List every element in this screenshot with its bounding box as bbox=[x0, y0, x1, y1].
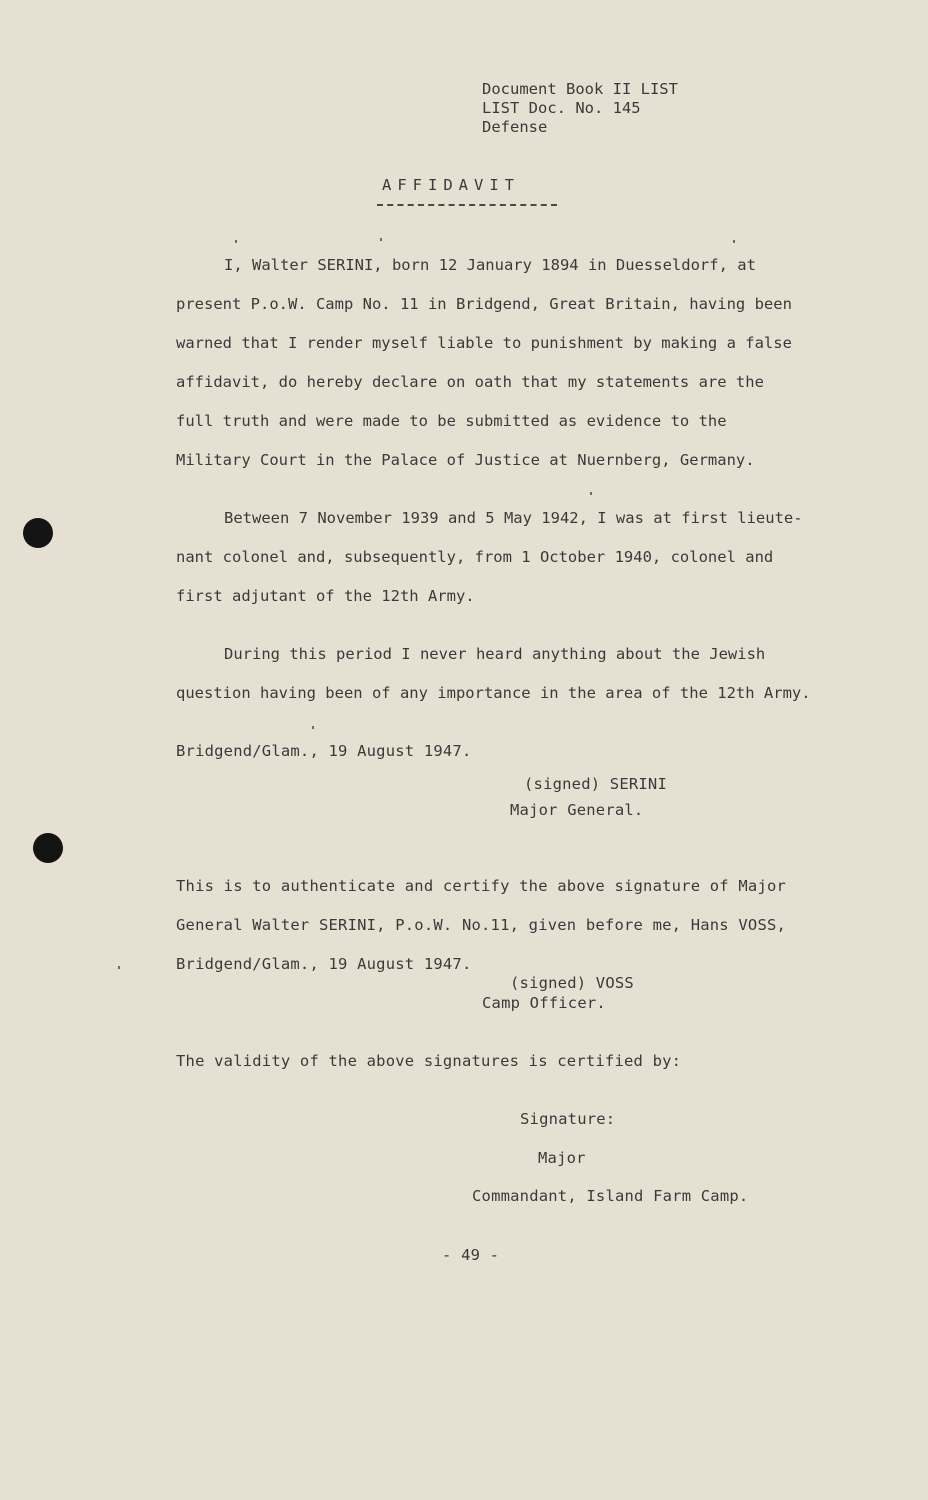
paragraph-line: first adjutant of the 12th Army. bbox=[176, 587, 475, 605]
header-book: Document Book II LIST bbox=[482, 80, 678, 98]
speck-mark bbox=[380, 238, 382, 241]
signature-rank: Major General. bbox=[510, 801, 644, 819]
speck-mark bbox=[733, 240, 735, 243]
certification-place-date: Bridgend/Glam., 19 August 1947. bbox=[176, 955, 472, 973]
speck-mark bbox=[590, 492, 592, 495]
place-date: Bridgend/Glam., 19 August 1947. bbox=[176, 742, 472, 760]
speck-mark bbox=[118, 966, 120, 969]
punch-hole-top bbox=[23, 518, 53, 548]
speck-mark bbox=[312, 726, 314, 729]
paragraph-line: affidavit, do hereby declare on oath that my statements are the bbox=[176, 373, 764, 391]
page-number: - 49 - bbox=[442, 1246, 500, 1264]
title-underline bbox=[377, 204, 557, 206]
paragraph-line: warned that I render myself liable to punishment by making a false bbox=[176, 334, 792, 352]
paragraph-line: full truth and were made to be submitted as evidence to the bbox=[176, 412, 727, 430]
paragraph-line: I, Walter SERINI, born 12 January 1894 in Duesseldorf, at bbox=[224, 256, 756, 274]
certification-line: This is to authenticate and certify the above signature of Major bbox=[176, 877, 787, 895]
validity-role: Commandant, Island Farm Camp. bbox=[472, 1187, 749, 1205]
certification-line: General Walter SERINI, P.o.W. No.11, given before me, Hans VOSS, bbox=[176, 916, 787, 934]
header-party: Defense bbox=[482, 118, 548, 136]
punch-hole-bottom bbox=[33, 833, 63, 863]
paragraph-line: present P.o.W. Camp No. 11 in Bridgend, Great Britain, having been bbox=[176, 295, 792, 313]
document-header bbox=[482, 80, 678, 137]
validity-statement: The validity of the above signatures is certified by: bbox=[176, 1052, 682, 1070]
paragraph-line: question having been of any importance in the area of the 12th Army. bbox=[176, 684, 811, 702]
paragraph-line: Military Court in the Palace of Justice at Nuernberg, Germany. bbox=[176, 451, 755, 469]
validity-rank: Major bbox=[538, 1149, 586, 1167]
validity-signature-label: Signature: bbox=[520, 1110, 616, 1128]
signature-voss: (signed) VOSS bbox=[510, 974, 634, 992]
header-doc-number: LIST Doc. No. 145 bbox=[482, 99, 641, 117]
signature-serini: (signed) SERINI bbox=[524, 775, 667, 793]
speck-mark bbox=[235, 240, 237, 243]
document-title: AFFIDAVIT bbox=[382, 176, 520, 194]
paragraph-line: During this period I never heard anything about the Jewish bbox=[224, 645, 766, 663]
paragraph-line: nant colonel and, subsequently, from 1 October 1940, colonel and bbox=[176, 548, 774, 566]
signature-voss-role: Camp Officer. bbox=[482, 994, 606, 1012]
paragraph-line: Between 7 November 1939 and 5 May 1942, I was at first lieute- bbox=[224, 509, 803, 527]
